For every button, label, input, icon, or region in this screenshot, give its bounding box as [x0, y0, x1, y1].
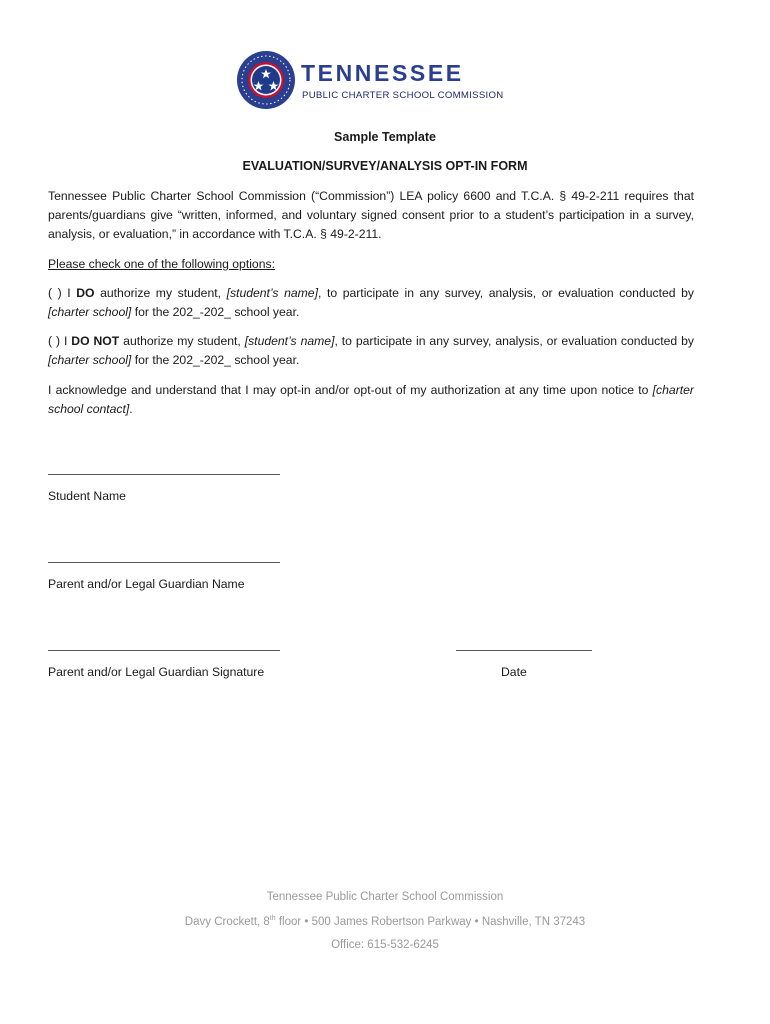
charter-school-placeholder: [charter school] — [48, 305, 132, 319]
student-name-label: Student Name — [48, 489, 126, 503]
student-name-placeholder: [student’s name] — [226, 286, 318, 300]
instruction-label: Please check one of the following options: — [48, 257, 275, 271]
student-name-placeholder: [student’s name] — [244, 334, 335, 348]
guardian-signature-line[interactable] — [48, 650, 280, 651]
option-do-not-keyword: DO NOT — [71, 334, 120, 348]
option-do-not-checkbox[interactable]: ( ) I — [48, 334, 72, 348]
tennessee-seal-icon — [236, 50, 296, 110]
option-do-text: authorize my student, — [94, 286, 227, 300]
guardian-name-line[interactable] — [48, 562, 280, 563]
option-do-not-text: for the 202_-202_ school year. — [131, 353, 300, 367]
option-do-checkbox[interactable]: ( ) I — [48, 286, 77, 300]
footer-address-sup: th — [269, 915, 276, 922]
acknowledgement-paragraph — [48, 381, 694, 419]
student-name-line[interactable] — [48, 474, 280, 475]
guardian-signature-label: Parent and/or Legal Guardian Signature — [48, 665, 265, 679]
commission-logo — [236, 50, 506, 110]
option-do-text: , to participate in any survey, analysis, or evaluation conducted by — [317, 286, 694, 300]
form-title: EVALUATION/SURVEY/ANALYSIS OPT-IN FORM — [242, 159, 528, 173]
footer-org: Tennessee Public Charter School Commission — [266, 891, 504, 903]
intro-paragraph: Tennessee Public Charter School Commission (“Commission”) LEA policy 6600 and T.C.A. § 49-2-211 requires that parents/guardians give “written, informed, and voluntary signed consent prior to a student’s participation in a survey, analysis, or evaluation,” in accordance with T.C.A. § 49-2-211. — [48, 189, 694, 241]
option-do-keyword: DO — [76, 286, 95, 300]
acknowledgement-text: I acknowledge and understand that I may opt-in and/or opt-out of my authorization at any time upon notice to — [48, 383, 653, 397]
logo-wordmark: TENNESSEE — [301, 60, 464, 86]
charter-school-placeholder: [charter school] — [48, 353, 132, 367]
charter-contact-placeholder: [charter school contact] — [48, 383, 694, 416]
option-do[interactable] — [48, 284, 694, 322]
date-line[interactable] — [456, 650, 592, 651]
footer-address-part: floor • 500 James Robertson Parkway • Nashville, TN 37243 — [275, 915, 586, 928]
footer-address-part: Davy Crockett, 8 — [184, 915, 270, 928]
option-do-not[interactable] — [48, 332, 694, 370]
footer-address — [0, 915, 770, 928]
option-do-text: for the 202_-202_ school year. — [131, 305, 300, 319]
acknowledgement-end: . — [129, 402, 133, 416]
guardian-name-label: Parent and/or Legal Guardian Name — [48, 577, 245, 591]
template-label: Sample Template — [334, 130, 436, 144]
date-label: Date — [501, 665, 527, 679]
logo-subtitle: PUBLIC CHARTER SCHOOL COMMISSION — [302, 90, 504, 101]
option-do-not-text: authorize my student, — [119, 334, 245, 348]
footer-office: Office: 615-532-6245 — [331, 939, 439, 951]
instruction-text — [48, 255, 694, 274]
option-do-not-text: , to participate in any survey, analysis, or evaluation conducted by — [334, 334, 694, 348]
